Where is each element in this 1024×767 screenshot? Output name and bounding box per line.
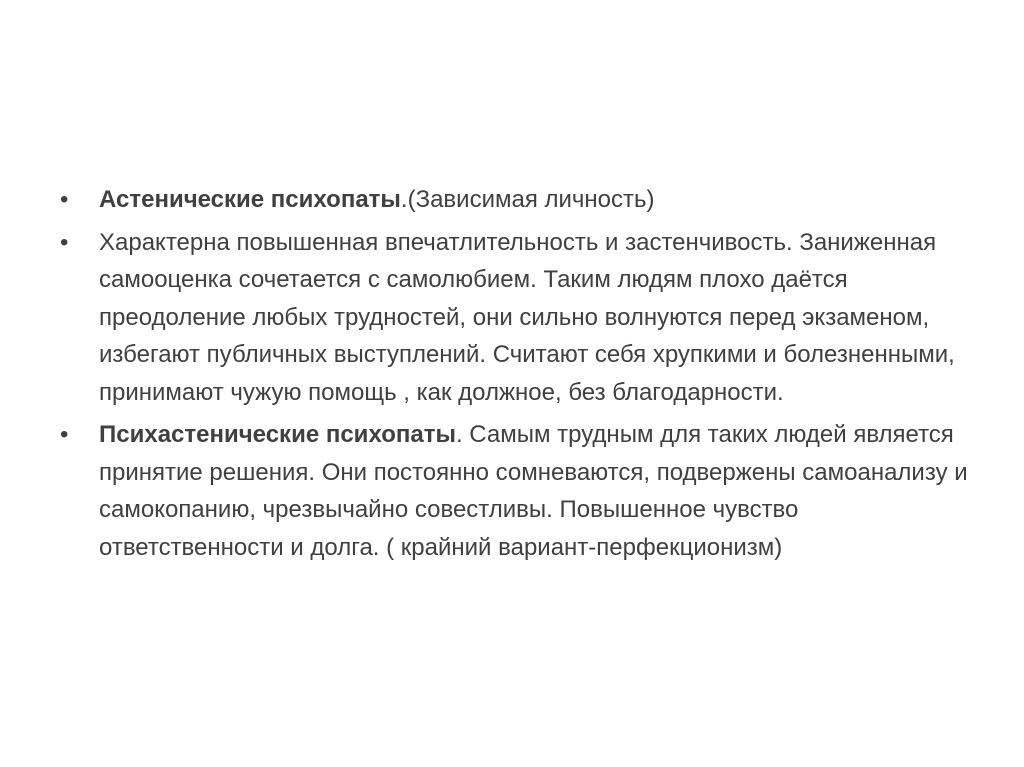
bullet-text: . Самым трудным для таких людей является принятие решения. Они постоянно сомневаются, подвержены самоанализу и самокопанию, чрезвычайно совестливы. Повышенное чувство ответственности и долга. ( крайний вариант-перфекционизм) — [99, 421, 968, 561]
bullet-heading: Астенические психопаты — [99, 186, 401, 213]
bullet-item-asthenic — [60, 181, 980, 219]
bullet-text: .(Зависимая личность) — [400, 186, 655, 213]
bullet-text: Характерна повышенная впечатлительность и застенчивость. Заниженная самооценка сочетается с самолюбием. Таким людям плохо даётся преодоление любых трудностей, они сильно волнуются перед экзаменом, избегают публичных выступлений. Считают себя хрупкими и болезненными, принимают чужую помощь , как должное, без благодарности. — [99, 228, 955, 406]
bullet-heading: Психастенические психопаты — [99, 421, 456, 448]
bullet-item-psychasthenic — [60, 416, 980, 566]
bullet-marker: • — [60, 421, 69, 448]
bullet-item-description — [60, 224, 980, 412]
bullet-marker: • — [60, 228, 69, 256]
bullet-list — [60, 181, 980, 571]
bullet-marker: • — [60, 186, 69, 213]
